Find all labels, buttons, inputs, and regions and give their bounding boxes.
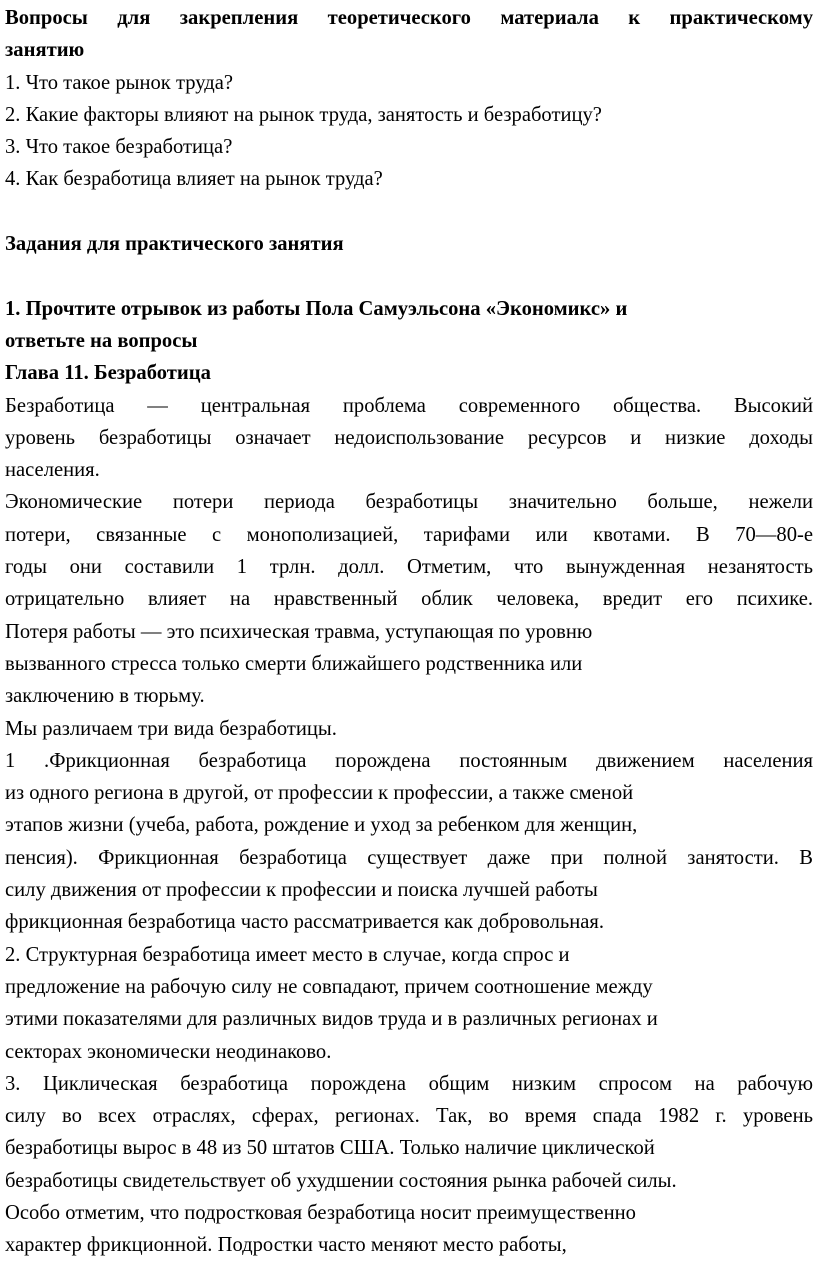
tasks-heading: Задания для практического занятия xyxy=(5,233,344,256)
body-line: пенсия). Фрикционная безработица существует даже при полной занятости. В xyxy=(5,846,813,869)
spacer xyxy=(5,196,813,228)
body-line: силу движения от профессии к профессии и поиска лучшей работы xyxy=(5,879,598,902)
chapter-title: Глава 11. Безработица xyxy=(5,362,211,385)
question-item: 3. Что такое безработица? xyxy=(5,136,233,159)
body-line: Экономические потери периода безработицы значительно больше, нежели xyxy=(5,491,813,514)
body-line: характер фрикционной. Подростки часто меняют место работы, xyxy=(5,1234,567,1257)
body-line: 2. Структурная безработица имеет место в случае, когда спрос и xyxy=(5,943,570,966)
body-line: Особо отметим, что подростковая безработица носит преимущественно xyxy=(5,1201,636,1224)
body-line: заключению в тюрьму. xyxy=(5,685,205,708)
body-line: силу во всех отраслях, сферах, регионах. Так, во время спада 1982 г. уровень xyxy=(5,1105,813,1128)
question-item: 4. Как безработица влияет на рынок труда? xyxy=(5,168,383,191)
body-line: населения. xyxy=(5,459,100,482)
body-line: Потеря работы — это психическая травма, уступающая по уровню xyxy=(5,620,593,643)
body-line: Безработица — центральная проблема современного общества. Высокий xyxy=(5,394,813,417)
body-line: Мы различаем три вида безработицы. xyxy=(5,717,337,740)
body-line: 3. Циклическая безработица порождена общим низким спросом на рабочую xyxy=(5,1072,813,1095)
body-line: безработицы вырос в 48 из 50 штатов США. Только наличие циклической xyxy=(5,1137,655,1160)
task-1-line-1: 1. Прочтите отрывок из работы Пола Самуэльсона «Экономикс» и xyxy=(5,297,628,320)
questions-heading-line-1: Вопросы для закрепления теоретического материала к практическому xyxy=(5,7,813,29)
body-line: 1 .Фрикционная безработица порождена постоянным движением населения xyxy=(5,749,813,772)
question-item: 1. Что такое рынок труда? xyxy=(5,71,233,94)
body-line: безработицы свидетельствует об ухудшении состояния рынка рабочей силы. xyxy=(5,1169,677,1192)
body-line: из одного региона в другой, от профессии к профессии, а также сменой xyxy=(5,782,634,805)
body-line: вызванного стресса только смерти ближайшего родственника или xyxy=(5,652,583,675)
body-line: этими показателями для различных видов труда и в различных регионах и xyxy=(5,1008,658,1031)
task-1-line-2: ответьте на вопросы xyxy=(5,329,198,352)
spacer xyxy=(5,260,813,292)
body-line: годы они составили 1 трлн. долл. Отметим, что вынужденная незанятость xyxy=(5,556,813,579)
document-page xyxy=(5,2,813,1262)
body-line: потери, связанные с монополизацией, тарифами или квотами. В 70—80-е xyxy=(5,523,813,546)
questions-heading-line-2: занятию xyxy=(5,39,85,62)
body-line: секторах экономически неодинаково. xyxy=(5,1040,332,1063)
body-line: предложение на рабочую силу не совпадают, причем соотношение между xyxy=(5,975,653,998)
body-line: этапов жизни (учеба, работа, рождение и уход за ребенком для женщин, xyxy=(5,814,638,837)
body-line: уровень безработицы означает недоиспользование ресурсов и низкие доходы xyxy=(5,426,813,449)
body-line: фрикционная безработица часто рассматривается как добровольная. xyxy=(5,911,605,934)
question-item: 2. Какие факторы влияют на рынок труда, занятость и безработицу? xyxy=(5,103,602,126)
body-line: отрицательно влияет на нравственный облик человека, вредит его психике. xyxy=(5,588,813,611)
